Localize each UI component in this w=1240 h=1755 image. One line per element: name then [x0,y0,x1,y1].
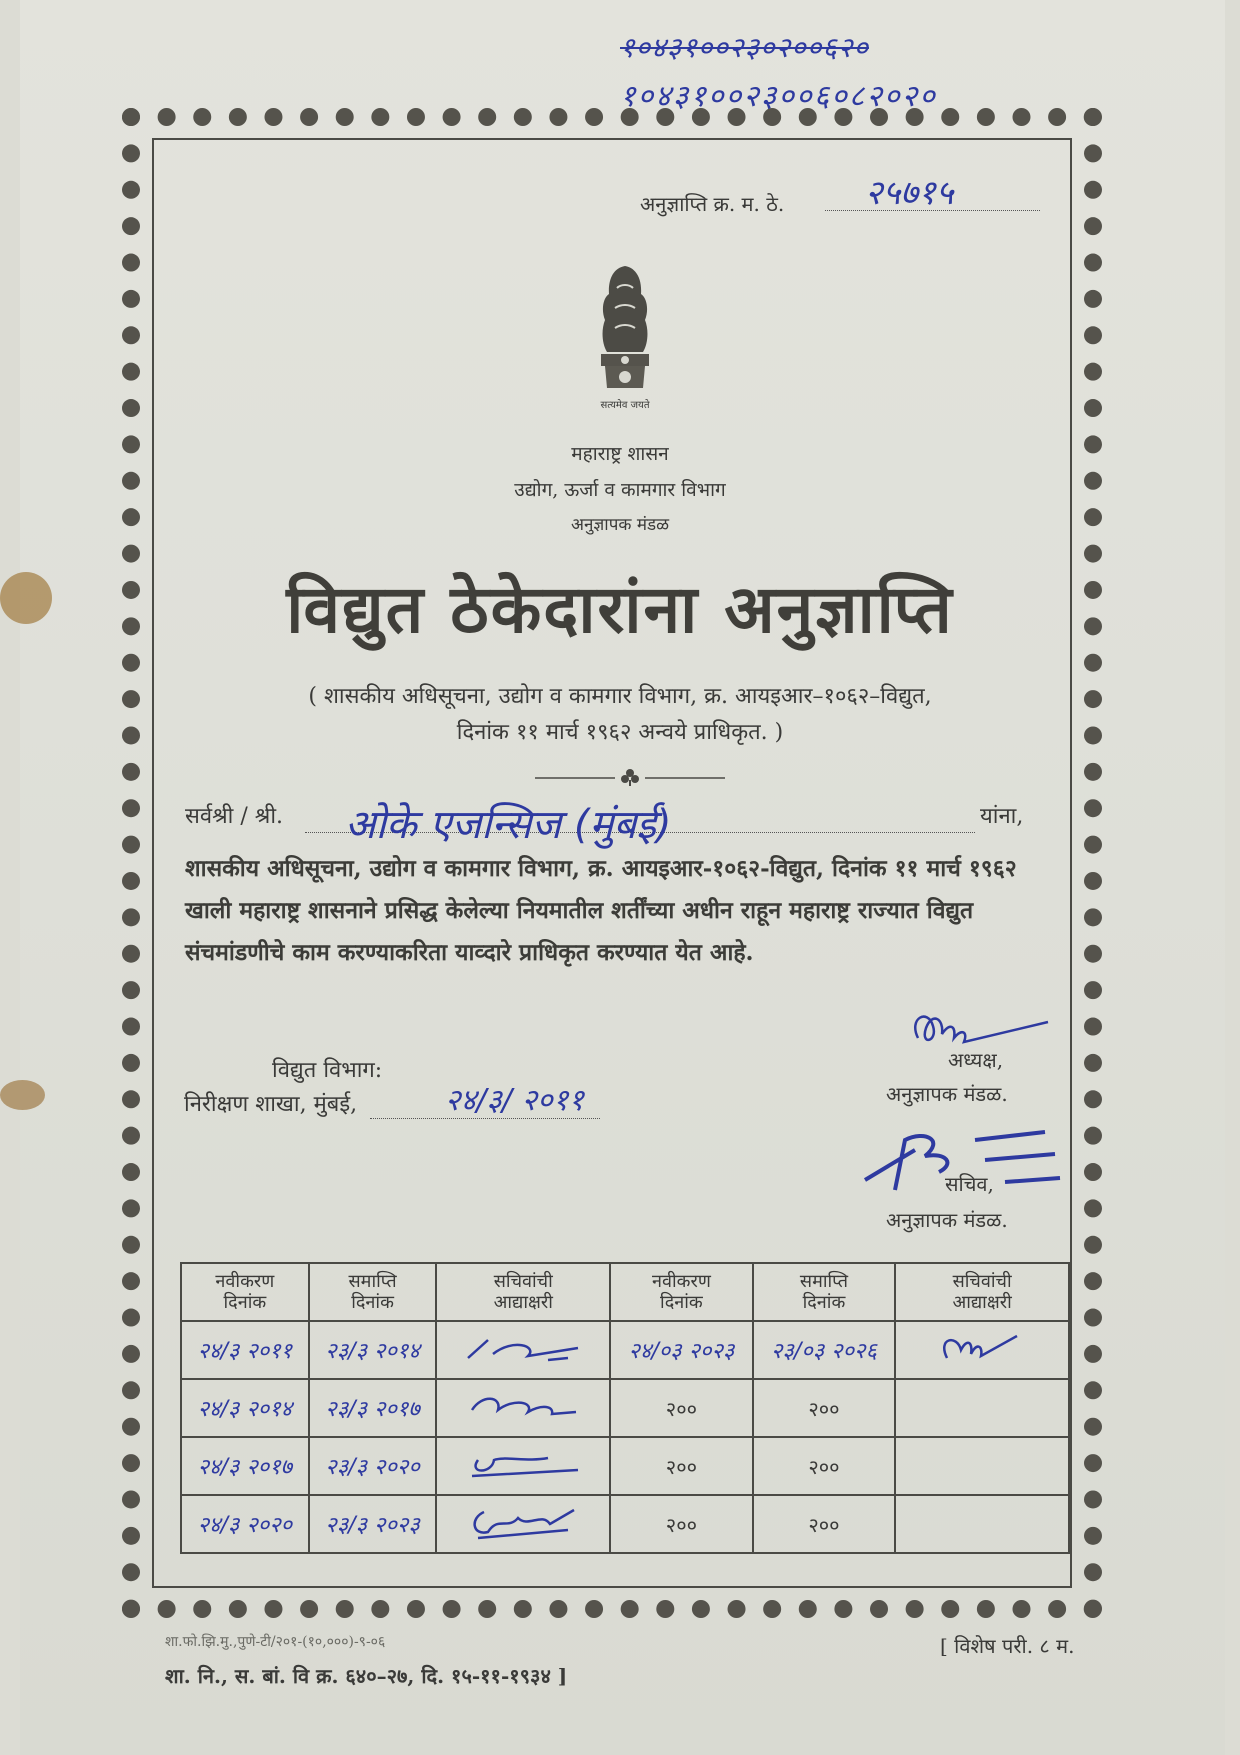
secretary-board: अनुज्ञापक मंडळ. [886,1208,1008,1232]
issue-date: २४/३/ २०११ [445,1083,584,1118]
initials-signature [917,1328,1047,1368]
paper-stain [0,1080,45,1110]
column-header: समाप्ति दिनांक [753,1263,896,1321]
secretary-initials [895,1379,1069,1437]
renewal-date: २४/०३ २०२३ [610,1321,753,1379]
secretary-initials [436,1495,610,1553]
header-government: महाराष्ट्र शासन [571,443,669,465]
expiry-date: २०० [753,1495,896,1553]
table-row [181,1379,1069,1437]
initials-signature [458,1328,588,1368]
expiry-date: २३/३ २०१४ [309,1321,437,1379]
renewal-date: २४/३ २०२० [181,1495,309,1553]
club-divider-icon [535,768,725,788]
secretary-initials [895,1321,1069,1379]
emblem-motto: सत्यमेव जयते [600,400,650,411]
form-reference: [ विशेष परी. ८ म. [940,1634,1075,1658]
print-line: शा.फो.झि.मु.,पुणे-टी/२०१-(१०,०००)-९-०६ [165,1634,386,1650]
addressee-label: सर्वश्री / श्री. [185,804,284,829]
secretary-initials [436,1379,610,1437]
secretary-title: सचिव, [945,1172,994,1196]
addressee-name: ओके एजन्सिज (मुंबई) [345,802,672,848]
header-department: उद्योग, ऊर्जा व कामगार विभाग [514,479,726,501]
expiry-date: २०० [753,1379,896,1437]
authorization-text: शासकीय अधिसूचना, उद्योग व कामगार विभाग, क्र. आयइआर-१०६२-विद्युत, दिनांक ११ मार्च १९६२ खाली महाराष्ट्र शासनाने प्रसिद्ध केलेल्या नियमातील शर्तींच्या अधीन राहून महाराष्ट्र राज्यात विद्युत संचमांडणीचे काम करण्याकरिता याव्दारे प्राधिकृत करण्यात येत आहे. [185,855,1017,966]
initials-signature [458,1502,588,1542]
addressee-suffix: यांना, [980,804,1024,829]
column-header: नवीकरण दिनांक [181,1263,309,1321]
secretary-initials [436,1437,610,1495]
authority-line-2: दिनांक ११ मार्च १९६२ अन्वये प्राधिकृत. ) [456,720,784,745]
renewal-date: २४/३ २०१४ [181,1379,309,1437]
secretary-initials [895,1495,1069,1553]
table-row [181,1321,1069,1379]
chairman-title: अध्यक्ष, [948,1048,1004,1072]
renewal-date: २०० [610,1495,753,1553]
renewal-date: २०० [610,1437,753,1495]
table-row [181,1437,1069,1495]
reference-number-struck: १०४३१००२३०२००६२० [620,31,869,64]
initials-signature [458,1386,588,1426]
expiry-date: २३/३ २०२० [309,1437,437,1495]
secretary-initials [436,1321,610,1379]
certificate-title: विद्युत ठेकेदारांना अनुज्ञाप्ति [286,570,954,648]
issuing-department: विद्युत विभाग: [272,1058,383,1083]
authority-line-1: ( शासकीय अधिसूचना, उद्योग व कामगार विभाग, क्र. आयइआर–१०६२–विद्युत, [308,684,932,709]
issuing-branch: निरीक्षण शाखा, मुंबई, [184,1092,358,1117]
expiry-date: २३/३ २०२३ [309,1495,437,1553]
renewal-date: २४/३ २०११ [181,1321,309,1379]
expiry-date: २३/३ २०१७ [309,1379,437,1437]
column-header: सचिवांची आद्याक्षरी [436,1263,610,1321]
header-board: अनुज्ञापक मंडळ [570,515,670,535]
initials-signature [458,1444,588,1484]
renewal-table [180,1262,1070,1554]
national-emblem-icon [575,258,675,418]
gr-reference: शा. नि., स. बां. वि क्र. ६४०–२७, दि. १५-११-१९३४ ] [165,1664,568,1688]
renewal-table-header [181,1263,1069,1321]
renewal-date: २४/३ २०१७ [181,1437,309,1495]
table-row [181,1495,1069,1553]
license-number-label: अनुज्ञाप्ति क्र. म. ठे. [640,192,785,216]
expiry-date: २३/०३ २०२६ [753,1321,896,1379]
column-header: नवीकरण दिनांक [610,1263,753,1321]
expiry-date: २०० [753,1437,896,1495]
license-number-value: २५७१५ [865,173,954,213]
secretary-initials [895,1437,1069,1495]
column-header: सचिवांची आद्याक्षरी [895,1263,1069,1321]
reference-number: १०४३१००२३००६०८२०२० [620,79,937,114]
column-header: समाप्ति दिनांक [309,1263,437,1321]
chairman-board: अनुज्ञापक मंडळ. [886,1082,1008,1106]
renewal-date: २०० [610,1379,753,1437]
